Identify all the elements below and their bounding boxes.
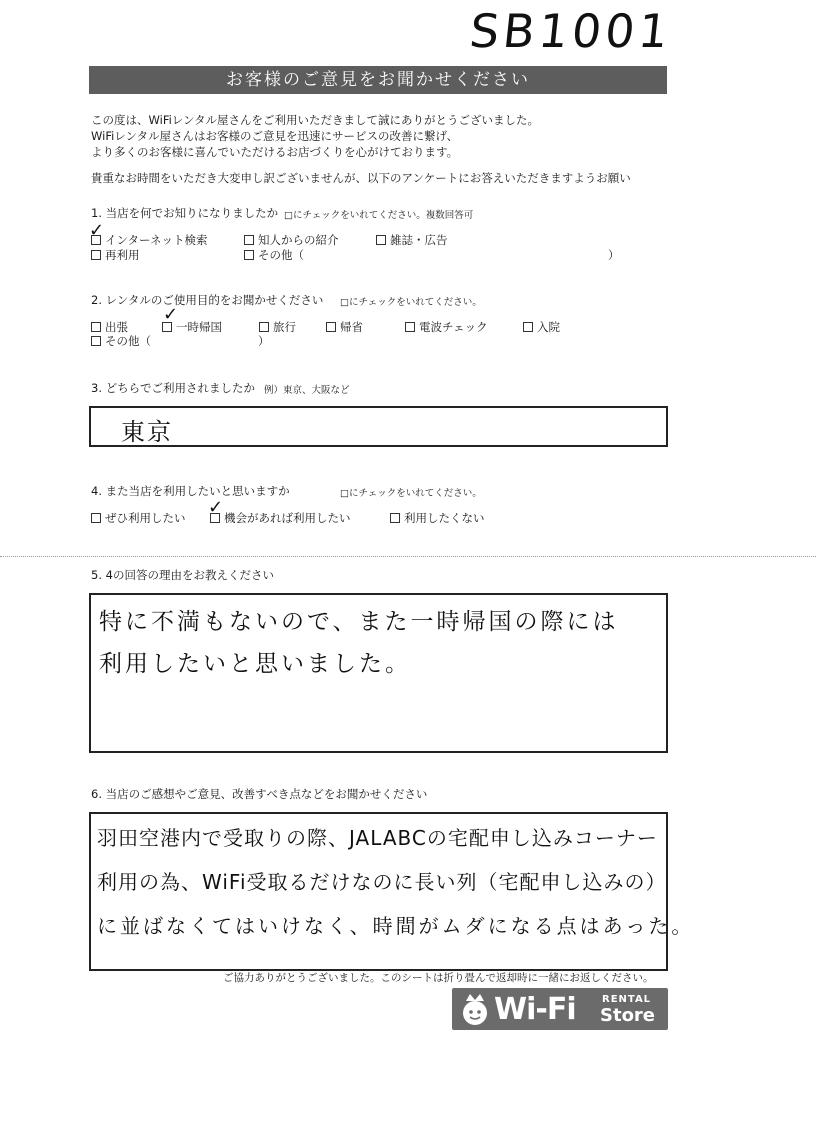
checkbox-icon[interactable] <box>91 250 101 260</box>
q6-answer-box[interactable] <box>89 812 695 971</box>
page-title: お客様のご意見をお聞かせください <box>89 66 667 94</box>
q4-option-definitely[interactable] <box>91 510 186 526</box>
crown-mascot-icon <box>458 992 492 1026</box>
q2-note: □にチェックをいれてください。 <box>340 297 482 308</box>
checkbox-icon[interactable] <box>91 322 101 332</box>
checkbox-icon[interactable] <box>259 322 269 332</box>
q1-option-referral-label: 知人からの紹介 <box>258 233 339 247</box>
q4-title: 4. また当店を利用したいと思いますか <box>91 484 290 498</box>
q1-option-magazine-label: 雑誌・広告 <box>390 233 448 247</box>
brand-logo <box>452 988 668 1030</box>
q5-answer-box[interactable] <box>89 593 668 753</box>
intro-line-3: より多くのお客様に喜んでいただけるお店づくりを心がけております。 <box>91 145 459 159</box>
q1-option-other[interactable] <box>244 247 304 263</box>
q6-answer-line-3: に並ばなくてはいけなく、時間がムダになる点はあった。 <box>97 914 695 938</box>
q1-option-magazine[interactable] <box>376 232 448 248</box>
q5-answer-line-2: 利用したいと思いました。 <box>99 651 411 677</box>
q1-option-reuse[interactable] <box>91 247 140 263</box>
q1-note: □にチェックをいれてください。複数回答可 <box>284 210 474 221</box>
q4-option-if-chance-label: 機会があれば利用したい <box>224 511 351 525</box>
q2-option-homecoming[interactable] <box>326 319 363 335</box>
check-mark-icon: ✓ <box>163 304 179 325</box>
q2-option-other-label: その他（ <box>105 334 151 348</box>
q4-option-definitely-label: ぜひ利用したい <box>105 511 186 525</box>
q1-option-referral[interactable] <box>244 232 339 248</box>
logo-store-text: Store <box>600 1005 656 1026</box>
logo-wifi-text: Wi-Fi <box>494 992 576 1027</box>
q3-title: 3. どちらでご利用されましたか <box>91 381 256 395</box>
checkbox-icon[interactable] <box>91 513 101 523</box>
checkbox-icon[interactable] <box>244 235 254 245</box>
q6-answer-line-2: 利用の為、WiFi受取るだけなのに長い列（宅配申し込みの） <box>97 870 667 894</box>
checkbox-icon[interactable] <box>405 322 415 332</box>
q1-option-internet[interactable] <box>91 232 207 248</box>
q2-option-homecoming-label: 帰省 <box>340 320 363 334</box>
footer-thanks: ご協力ありがとうございました。このシートは折り畳んで返却時に一緒にお返しください。 <box>223 972 654 984</box>
q1-option-other-label: その他（ <box>258 248 304 262</box>
q2-title: 2. レンタルのご使用目的をお聞かせください <box>91 293 324 307</box>
q3-answer-box[interactable] <box>89 406 668 447</box>
checkbox-icon[interactable] <box>244 250 254 260</box>
q1-option-reuse-label: 再利用 <box>105 248 140 262</box>
q2-option-other-close: ） <box>258 334 270 348</box>
q1-option-other-close: ） <box>608 248 620 262</box>
q5-answer-line-1: 特に不満もないので、また一時帰国の際には <box>99 609 619 635</box>
checkbox-icon[interactable] <box>376 235 386 245</box>
q2-option-signal-check[interactable] <box>405 319 488 335</box>
q4-option-no[interactable] <box>390 510 485 526</box>
q2-option-hospital-label: 入院 <box>537 320 560 334</box>
checkbox-icon[interactable] <box>390 513 400 523</box>
q6-title: 6. 当店のご感想やご意見、改善すべき点などをお聞かせください <box>91 787 428 801</box>
fold-line <box>0 556 816 557</box>
q2-option-other[interactable] <box>91 333 151 349</box>
q4-option-no-label: 利用したくない <box>404 511 485 525</box>
q5-title: 5. 4の回答の理由をお教えください <box>91 568 274 582</box>
q4-option-if-chance[interactable] <box>210 510 351 526</box>
q1-title: 1. 当店を何でお知りになりましたか <box>91 206 279 220</box>
q2-option-hospital[interactable] <box>523 319 560 335</box>
q4-note: □にチェックをいれてください。 <box>340 488 482 499</box>
check-mark-icon: ✓ <box>89 220 105 241</box>
checkbox-icon[interactable] <box>523 322 533 332</box>
q2-option-travel-label: 旅行 <box>273 320 296 334</box>
q3-answer: 東京 <box>121 418 173 446</box>
checkbox-icon[interactable] <box>91 336 101 346</box>
sheet-id: SB1001 <box>467 4 675 58</box>
checkbox-icon[interactable] <box>326 322 336 332</box>
q3-note: 例）東京、大阪など <box>264 385 350 396</box>
q6-answer-line-1: 羽田空港内で受取りの際、JALABCの宅配申し込みコーナー <box>97 826 658 850</box>
intro-line-2: WiFiレンタル屋さんはお客様のご意見を迅速にサービスの改善に繋げ、 <box>91 129 459 143</box>
q1-option-internet-label: インターネット検索 <box>105 233 208 247</box>
logo-rental-text: RENTAL <box>602 994 652 1005</box>
q2-option-business-label: 出張 <box>105 320 128 334</box>
intro-line-4: 貴重なお時間をいただき大変申し訳ございませんが、以下のアンケートにお答えいただきますようお願い <box>91 171 631 185</box>
intro-line-1: この度は、WiFiレンタル屋さんをご利用いただきまして誠にありがとうございました。 <box>91 113 540 127</box>
check-mark-icon: ✓ <box>208 497 224 518</box>
q2-option-return-home-label: 一時帰国 <box>176 320 222 334</box>
q2-option-signal-check-label: 電波チェック <box>419 320 488 334</box>
